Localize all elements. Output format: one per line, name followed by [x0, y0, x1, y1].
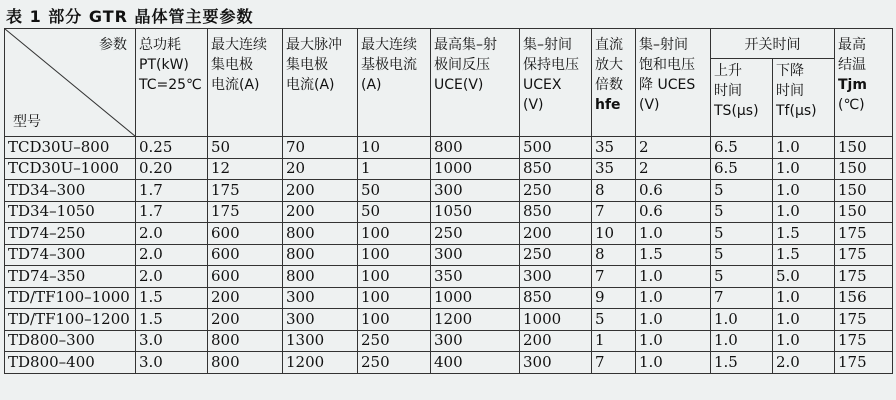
cell-model: TD34–300: [5, 180, 136, 202]
cell-saturation-voltage: 2: [636, 158, 711, 180]
cell-rise-time: 5: [711, 266, 773, 288]
cell-total-power: 2.0: [136, 223, 208, 245]
cell-pulse-current: 1200: [283, 352, 358, 374]
cell-total-power: 2.0: [136, 244, 208, 266]
cell-pulse-current: 300: [283, 287, 358, 309]
cell-model: TD/TF100–1000: [5, 287, 136, 309]
table-row: [5, 309, 893, 331]
cell-collector-current: 800: [208, 352, 283, 374]
cell-saturation-voltage: 1.5: [636, 244, 711, 266]
cell-fall-time: 1.0: [773, 309, 835, 331]
cell-rise-time: 5: [711, 244, 773, 266]
cell-pulse-current: 800: [283, 266, 358, 288]
cell-total-power: 1.7: [136, 201, 208, 223]
cell-collector-current: 50: [208, 137, 283, 159]
cell-pulse-current: 800: [283, 244, 358, 266]
cell-base-current: 100: [358, 223, 431, 245]
cell-holding-voltage: 850: [520, 158, 592, 180]
cell-holding-voltage: 850: [520, 287, 592, 309]
cell-ce-voltage: 300: [431, 330, 520, 352]
corner-label-model: 型号: [13, 114, 41, 130]
cell-model: TCD30U–1000: [5, 158, 136, 180]
cell-ce-voltage: 400: [431, 352, 520, 374]
cell-base-current: 100: [358, 266, 431, 288]
cell-saturation-voltage: 1.0: [636, 266, 711, 288]
cell-holding-voltage: 300: [520, 352, 592, 374]
cell-rise-time: 5: [711, 180, 773, 202]
cell-fall-time: 1.0: [773, 287, 835, 309]
cell-model: TD74–350: [5, 266, 136, 288]
table-row: [5, 244, 893, 266]
cell-junction-temp: 150: [835, 201, 893, 223]
cell-total-power: 1.5: [136, 287, 208, 309]
cell-model: TD800–400: [5, 352, 136, 374]
table-row: [5, 223, 893, 245]
cell-collector-current: 600: [208, 266, 283, 288]
header-max-pulse-current: 最大脉冲 集电极 电流(A): [283, 29, 358, 137]
header-ce-holding-voltage: 集–射间 保持电压 UCEX (V): [520, 29, 592, 137]
cell-base-current: 10: [358, 137, 431, 159]
cell-ce-voltage: 300: [431, 180, 520, 202]
header-switch-time-group: 开关时间: [711, 29, 835, 59]
cell-ce-voltage: 350: [431, 266, 520, 288]
cell-collector-current: 12: [208, 158, 283, 180]
table-row: [5, 330, 893, 352]
cell-dc-gain: 10: [592, 223, 636, 245]
cell-holding-voltage: 200: [520, 330, 592, 352]
cell-holding-voltage: 500: [520, 137, 592, 159]
cell-pulse-current: 200: [283, 201, 358, 223]
cell-ce-voltage: 1000: [431, 287, 520, 309]
cell-dc-gain: 7: [592, 201, 636, 223]
cell-model: TD74–250: [5, 223, 136, 245]
gtr-parameter-table: [4, 28, 893, 374]
cell-fall-time: 2.0: [773, 352, 835, 374]
cell-fall-time: 1.0: [773, 201, 835, 223]
cell-rise-time: 5: [711, 223, 773, 245]
cell-collector-current: 200: [208, 287, 283, 309]
cell-dc-gain: 35: [592, 158, 636, 180]
header-ce-saturation-voltage: 集–射间 饱和电压 降 UCES (V): [636, 29, 711, 137]
cell-dc-gain: 8: [592, 180, 636, 202]
cell-pulse-current: 200: [283, 180, 358, 202]
cell-rise-time: 7: [711, 287, 773, 309]
cell-total-power: 1.7: [136, 180, 208, 202]
header-dc-gain: 直流 放大 倍数 hfe: [592, 29, 636, 137]
cell-junction-temp: 175: [835, 266, 893, 288]
cell-total-power: 3.0: [136, 330, 208, 352]
cell-holding-voltage: 1000: [520, 309, 592, 331]
cell-base-current: 250: [358, 330, 431, 352]
cell-base-current: 100: [358, 309, 431, 331]
cell-fall-time: 1.0: [773, 158, 835, 180]
cell-model: TD800–300: [5, 330, 136, 352]
corner-label-param: 参数: [99, 37, 127, 53]
cell-saturation-voltage: 1.0: [636, 223, 711, 245]
cell-total-power: 0.20: [136, 158, 208, 180]
header-fall-time: 下降 时间 Tf(μs): [773, 58, 835, 136]
header-max-junction-temp: 最高 结温 Tjm (℃): [835, 29, 893, 137]
cell-collector-current: 600: [208, 223, 283, 245]
cell-dc-gain: 35: [592, 137, 636, 159]
table-row: [5, 158, 893, 180]
cell-base-current: 1: [358, 158, 431, 180]
cell-model: TCD30U–800: [5, 137, 136, 159]
cell-rise-time: 6.5: [711, 158, 773, 180]
cell-holding-voltage: 250: [520, 244, 592, 266]
cell-total-power: 3.0: [136, 352, 208, 374]
cell-dc-gain: 5: [592, 309, 636, 331]
cell-collector-current: 200: [208, 309, 283, 331]
cell-base-current: 250: [358, 352, 431, 374]
table-row: [5, 287, 893, 309]
cell-total-power: 1.5: [136, 309, 208, 331]
cell-saturation-voltage: 1.0: [636, 352, 711, 374]
cell-pulse-current: 1300: [283, 330, 358, 352]
cell-ce-voltage: 800: [431, 137, 520, 159]
cell-pulse-current: 300: [283, 309, 358, 331]
cell-junction-temp: 175: [835, 223, 893, 245]
cell-ce-voltage: 1050: [431, 201, 520, 223]
cell-ce-voltage: 1200: [431, 309, 520, 331]
cell-ce-voltage: 1000: [431, 158, 520, 180]
cell-dc-gain: 8: [592, 244, 636, 266]
table-caption: 表 1 部分 GTR 晶体管主要参数: [6, 7, 254, 26]
cell-saturation-voltage: 0.6: [636, 201, 711, 223]
cell-holding-voltage: 850: [520, 201, 592, 223]
cell-collector-current: 175: [208, 180, 283, 202]
cell-rise-time: 5: [711, 201, 773, 223]
cell-base-current: 100: [358, 244, 431, 266]
cell-ce-voltage: 250: [431, 223, 520, 245]
cell-junction-temp: 175: [835, 309, 893, 331]
cell-model: TD74–300: [5, 244, 136, 266]
cell-dc-gain: 7: [592, 266, 636, 288]
cell-junction-temp: 156: [835, 287, 893, 309]
cell-fall-time: 1.0: [773, 330, 835, 352]
cell-collector-current: 175: [208, 201, 283, 223]
cell-junction-temp: 150: [835, 158, 893, 180]
cell-base-current: 50: [358, 201, 431, 223]
cell-saturation-voltage: 1.0: [636, 330, 711, 352]
cell-fall-time: 1.5: [773, 244, 835, 266]
header-total-power: 总功耗 PT(kW) TC=25℃: [136, 29, 208, 137]
cell-junction-temp: 150: [835, 180, 893, 202]
table-row: [5, 137, 893, 159]
cell-fall-time: 1.0: [773, 180, 835, 202]
table-row: [5, 266, 893, 288]
cell-base-current: 100: [358, 287, 431, 309]
table-body: [5, 137, 893, 374]
cell-rise-time: 1.5: [711, 352, 773, 374]
cell-fall-time: 1.0: [773, 137, 835, 159]
cell-saturation-voltage: 2: [636, 137, 711, 159]
cell-junction-temp: 150: [835, 137, 893, 159]
cell-junction-temp: 175: [835, 244, 893, 266]
cell-base-current: 50: [358, 180, 431, 202]
cell-ce-voltage: 300: [431, 244, 520, 266]
table-row: [5, 180, 893, 202]
cell-pulse-current: 20: [283, 158, 358, 180]
cell-holding-voltage: 250: [520, 180, 592, 202]
cell-rise-time: 1.0: [711, 309, 773, 331]
cell-junction-temp: 175: [835, 352, 893, 374]
cell-dc-gain: 1: [592, 330, 636, 352]
header-max-base-current: 最大连续 基极电流 (A): [358, 29, 431, 137]
cell-junction-temp: 175: [835, 330, 893, 352]
cell-collector-current: 800: [208, 330, 283, 352]
header-rise-time: 上升 时间 TS(μs): [711, 58, 773, 136]
cell-rise-time: 1.0: [711, 330, 773, 352]
cell-saturation-voltage: 1.0: [636, 309, 711, 331]
table-row: [5, 201, 893, 223]
cell-pulse-current: 70: [283, 137, 358, 159]
cell-dc-gain: 7: [592, 352, 636, 374]
header-max-collector-current: 最大连续 集电极 电流(A): [208, 29, 283, 137]
cell-fall-time: 1.5: [773, 223, 835, 245]
cell-collector-current: 600: [208, 244, 283, 266]
cell-model: TD34–1050: [5, 201, 136, 223]
cell-saturation-voltage: 1.0: [636, 287, 711, 309]
cell-holding-voltage: 300: [520, 266, 592, 288]
corner-header-cell: [5, 29, 136, 137]
cell-dc-gain: 9: [592, 287, 636, 309]
cell-saturation-voltage: 0.6: [636, 180, 711, 202]
header-max-ce-voltage: 最高集–射 极间反压 UCE(V): [431, 29, 520, 137]
cell-holding-voltage: 200: [520, 223, 592, 245]
cell-rise-time: 6.5: [711, 137, 773, 159]
cell-total-power: 2.0: [136, 266, 208, 288]
table-row: [5, 352, 893, 374]
cell-pulse-current: 800: [283, 223, 358, 245]
cell-fall-time: 5.0: [773, 266, 835, 288]
cell-model: TD/TF100–1200: [5, 309, 136, 331]
cell-total-power: 0.25: [136, 137, 208, 159]
